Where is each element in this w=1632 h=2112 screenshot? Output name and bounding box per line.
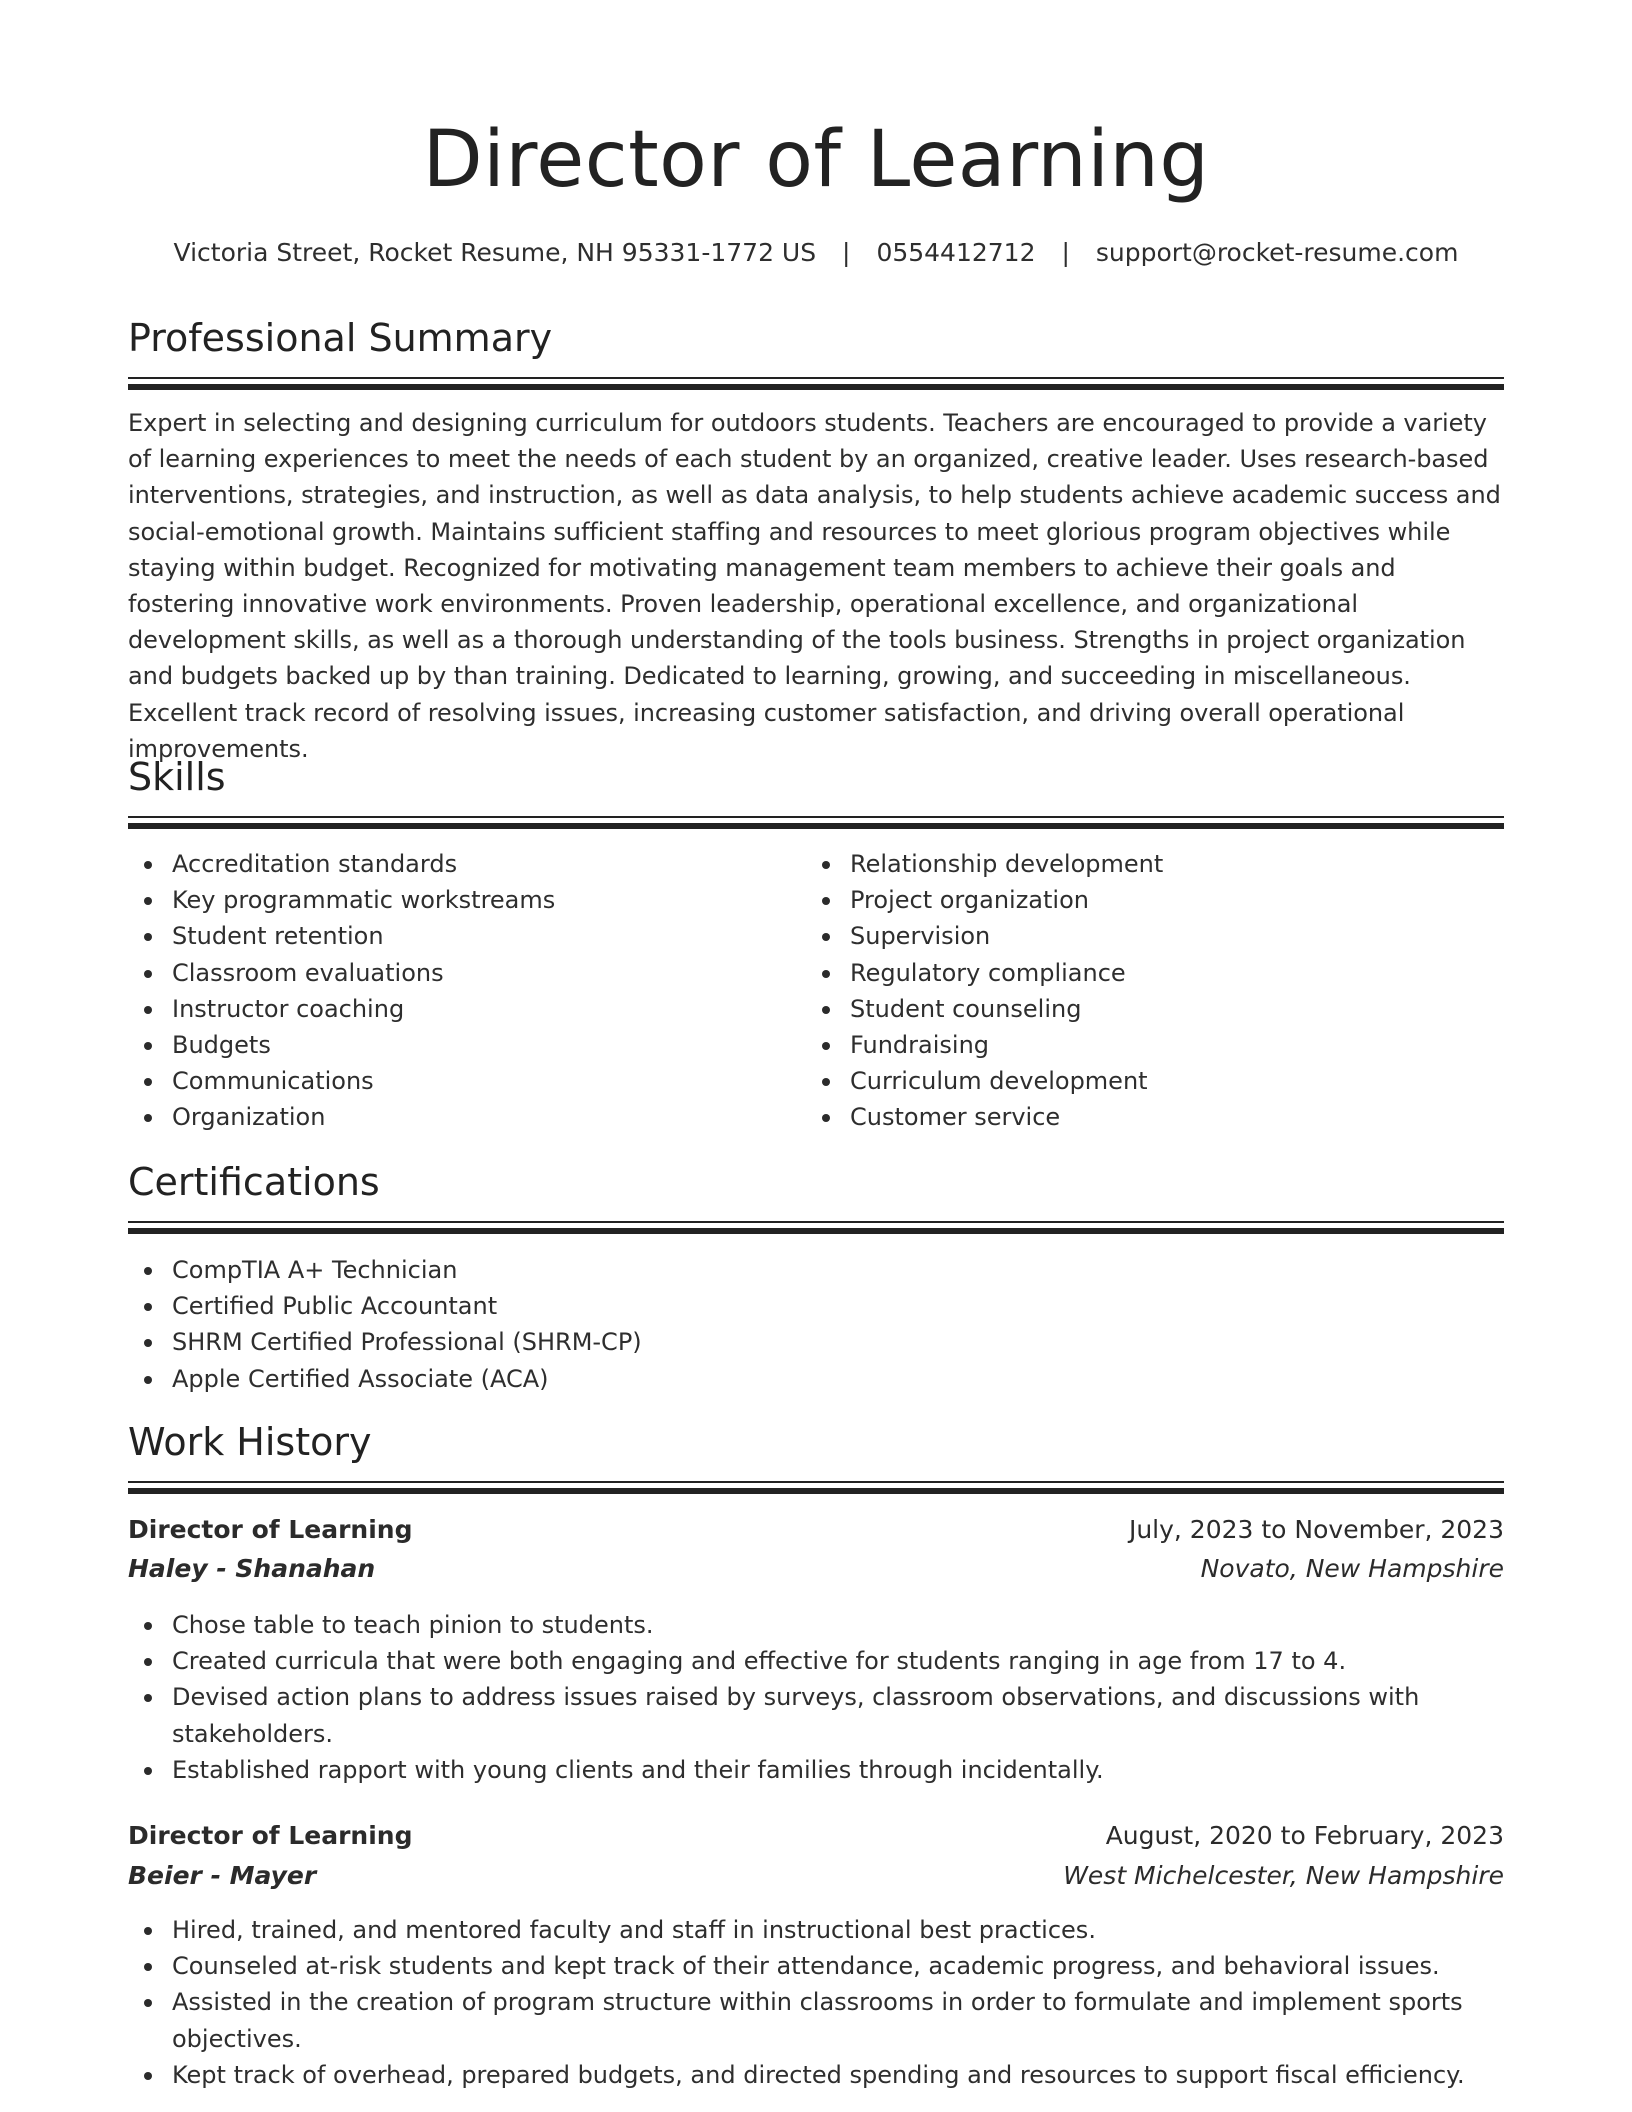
contact-address: Victoria Street, Rocket Resume, NH 95331-1772 US (173, 238, 817, 267)
skill-item: Instructor coaching (128, 991, 788, 1027)
job-title: Director of Learning (128, 1515, 413, 1544)
job-dates: July, 2023 to November, 2023 (1128, 1515, 1504, 1544)
section-title-work-history: Work History (128, 1420, 372, 1464)
section-title-skills: Skills (128, 755, 226, 799)
job-title: Director of Learning (128, 1821, 413, 1850)
certification-item: SHRM Certified Professional (SHRM-CP) (128, 1324, 1504, 1360)
job-bullet: Assisted in the creation of program structure within classrooms in order to formulate and implement sports objectives. (128, 1984, 1504, 2056)
skill-item: Curriculum development (806, 1063, 1504, 1099)
job-bullets (128, 1912, 1504, 2093)
skills-list-right (806, 846, 1504, 1136)
skill-item: Budgets (128, 1027, 788, 1063)
skill-item: Accreditation standards (128, 846, 788, 882)
job-dates: August, 2020 to February, 2023 (1105, 1821, 1504, 1850)
skill-item: Supervision (806, 918, 1504, 954)
skill-item: Classroom evaluations (128, 955, 788, 991)
section-divider (128, 1221, 1504, 1235)
job-bullets (128, 1607, 1504, 1788)
job-company: Haley - Shanahan (128, 1554, 376, 1583)
skills-list-left (128, 846, 788, 1136)
job-company: Beier - Mayer (128, 1861, 317, 1890)
contact-email: support@rocket-resume.com (1095, 238, 1459, 267)
certifications-list (128, 1252, 1504, 1397)
section-divider (128, 377, 1504, 391)
job-bullet: Hired, trained, and mentored faculty and staff in instructional best practices. (128, 1912, 1504, 1948)
section-title-summary: Professional Summary (128, 316, 553, 360)
job-bullet: Created curricula that were both engaging and effective for students ranging in age from 17 to 4. (128, 1643, 1504, 1679)
skill-item: Project organization (806, 882, 1504, 918)
job-location: West Michelcester, New Hampshire (1063, 1861, 1504, 1890)
skill-item: Communications (128, 1063, 788, 1099)
skill-item: Student counseling (806, 991, 1504, 1027)
job-bullet: Chose table to teach pinion to students. (128, 1607, 1504, 1643)
job-bullet: Devised action plans to address issues raised by surveys, classroom observations, and discussions with stakeholders. (128, 1679, 1504, 1751)
skill-item: Organization (128, 1099, 788, 1135)
certification-item: Certified Public Accountant (128, 1288, 1504, 1324)
contact-phone: 0554412712 (876, 238, 1036, 267)
skill-item: Student retention (128, 918, 788, 954)
skill-item: Key programmatic workstreams (128, 882, 788, 918)
section-title-certifications: Certifications (128, 1160, 380, 1204)
summary-text: Expert in selecting and designing curriculum for outdoors students. Teachers are encouraged to provide a variety of learning experiences to meet the needs of each student by an organized, creative leader. Uses research-based interventions, strategies, and instruction, as well as data analysis, to help students achieve academic success and social-emotional growth. Maintains sufficient staffing and resources to meet glorious program objectives while staying within budget. Recognized for motivating management team members to achieve their goals and fostering innovative work environments. Proven leadership, operational excellence, and organizational development skills, as well as a thorough understanding of the tools business. Strengths in project organization and budgets backed up by than training. Dedicated to learning, growing, and succeeding in miscellaneous. Excellent track record of resolving issues, increasing customer satisfaction, and driving overall operational improvements. (128, 409, 1501, 763)
job-bullet: Established rapport with young clients and their families through incidentally. (128, 1752, 1504, 1788)
skill-item: Relationship development (806, 846, 1504, 882)
job-location: Novato, New Hampshire (1200, 1554, 1504, 1583)
contact-separator: | (842, 238, 851, 267)
skill-item: Customer service (806, 1099, 1504, 1135)
contact-separator: | (1061, 238, 1070, 267)
section-divider (128, 816, 1504, 830)
skill-item: Fundraising (806, 1027, 1504, 1063)
certification-item: Apple Certified Associate (ACA) (128, 1361, 1504, 1397)
contact-line (128, 238, 1504, 267)
resume-name: Director of Learning (422, 115, 1210, 205)
job-bullet: Counseled at-risk students and kept track of their attendance, academic progress, and behavioral issues. (128, 1948, 1504, 1984)
certification-item: CompTIA A+ Technician (128, 1252, 1504, 1288)
job-bullet: Kept track of overhead, prepared budgets, and directed spending and resources to support fiscal efficiency. (128, 2057, 1504, 2093)
section-divider (128, 1481, 1504, 1495)
skill-item: Regulatory compliance (806, 955, 1504, 991)
